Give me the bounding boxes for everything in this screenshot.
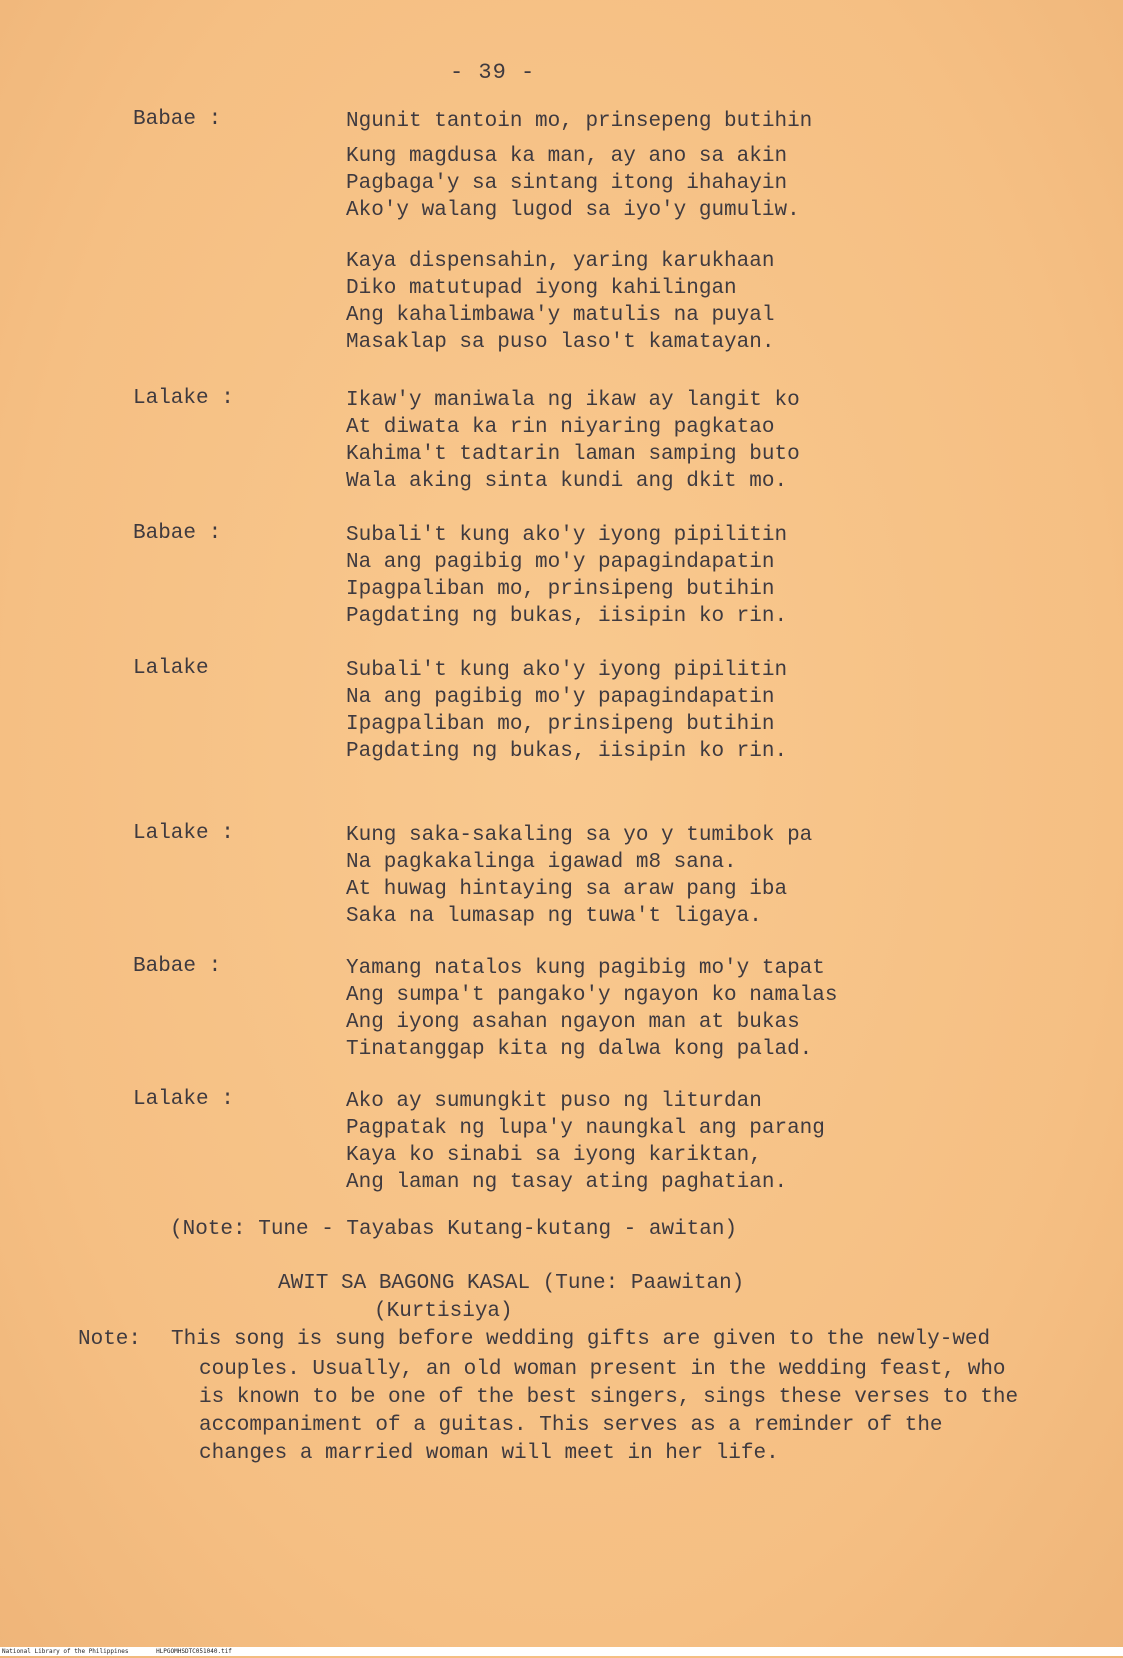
verse-lines <box>346 387 800 495</box>
footer-library: National Library of the Philippines <box>2 1648 129 1655</box>
verse-line: Pagpatak ng lupa'y naungkal ang parang <box>346 1117 825 1140</box>
verse-line: Kahima't tadtarin laman samping buto <box>346 443 800 466</box>
note-line: is known to be one of the best singers, sings these verses to the <box>199 1386 1019 1409</box>
verse-lines <box>346 822 812 930</box>
scan-footer <box>0 1647 1123 1656</box>
verse-gap <box>346 135 812 143</box>
verse-line: Kung saka-sakaling sa yo y tumibok pa <box>346 824 813 847</box>
verse-lines <box>346 955 837 1063</box>
verse-line: Pagdating ng bukas, iisipin ko rin. <box>346 740 788 763</box>
note-line: accompaniment of a guitas. This serves as a reminder of the <box>199 1414 943 1437</box>
verse-line: Tinatanggap kita ng dalwa kong palad. <box>346 1038 813 1061</box>
verse-line: Wala aking sinta kundi ang dkit mo. <box>346 470 788 493</box>
speaker-label: Babae : <box>133 522 222 545</box>
speaker-label: Lalake : <box>133 1088 234 1111</box>
verse-lines <box>346 522 787 630</box>
verse-line: Ang iyong asahan ngayon man at bukas <box>346 1011 800 1034</box>
note-label: Note: <box>78 1328 142 1351</box>
speaker-label: Lalake : <box>133 387 234 410</box>
song-title: AWIT SA BAGONG KASAL (Tune: Paawitan) <box>278 1272 745 1295</box>
verse-line: Ang kahalimbawa'y matulis na puyal <box>346 304 775 327</box>
verse-line: Na pagkakalinga igawad m8 sana. <box>346 851 737 874</box>
song-subtitle: (Kurtisiya) <box>374 1300 513 1323</box>
footer-file-id: HLPGOMHSDTC051040.tif <box>156 1648 232 1655</box>
verse-line: Kaya dispensahin, yaring karukhaan <box>346 250 775 273</box>
verse-line: Ngunit tantoin mo, prinsepeng butihin <box>346 110 813 133</box>
note-first-line: This song is sung before wedding gifts are given to the newly-wed <box>171 1328 991 1351</box>
verse-line: Pagbaga'y sa sintang itong ihahayin <box>346 172 788 195</box>
verse-line: Diko matutupad iyong kahilingan <box>346 277 737 300</box>
verse-line: Kung magdusa ka man, ay ano sa akin <box>346 145 788 168</box>
verse-line: Masaklap sa puso laso't kamatayan. <box>346 331 775 354</box>
note-line: couples. Usually, an old woman present in the wedding feast, who <box>199 1358 1006 1381</box>
verse-lines <box>346 108 812 356</box>
verse-line: Yamang natalos kung pagibig mo'y tapat <box>346 957 825 980</box>
verse-line: Saka na lumasap ng tuwa't ligaya. <box>346 905 762 928</box>
verse-line: Kaya ko sinabi sa iyong kariktan, <box>346 1144 762 1167</box>
speaker-label: Babae : <box>133 108 222 131</box>
verse-line: Subali't kung ako'y iyong pipilitin <box>346 524 788 547</box>
verse-lines <box>346 1088 825 1196</box>
verse-gap <box>346 224 812 248</box>
note-body <box>199 1356 1018 1468</box>
verse-line: Ikaw'y maniwala ng ikaw ay langit ko <box>346 389 800 412</box>
verse-line: Na ang pagibig mo'y papagindapatin <box>346 686 775 709</box>
verse-line: At huwag hintaying sa araw pang iba <box>346 878 788 901</box>
verse-line: At diwata ka rin niyaring pagkatao <box>346 416 775 439</box>
verse-line: Ipagpaliban mo, prinsipeng butihin <box>346 713 775 736</box>
speaker-label: Lalake : <box>133 822 234 845</box>
verse-lines <box>346 657 787 765</box>
verse-line: Na ang pagibig mo'y papagindapatin <box>346 551 775 574</box>
verse-line: Subali't kung ako'y iyong pipilitin <box>346 659 788 682</box>
speaker-label: Babae : <box>133 955 222 978</box>
verse-line: Ang laman ng tasay ating paghatian. <box>346 1171 788 1194</box>
verse-line: Pagdating ng bukas, iisipin ko rin. <box>346 605 788 628</box>
verse-line: Ipagpaliban mo, prinsipeng butihin <box>346 578 775 601</box>
note-line: changes a married woman will meet in her life. <box>199 1442 779 1465</box>
page-number: - 39 - <box>450 60 536 85</box>
verse-line: Ako'y walang lugod sa iyo'y gumuliw. <box>346 199 800 222</box>
speaker-label: Lalake <box>133 657 209 680</box>
verse-line: Ako ay sumungkit puso ng liturdan <box>346 1090 762 1113</box>
tune-note: (Note: Tune - Tayabas Kutang-kutang - awitan) <box>170 1218 738 1241</box>
verse-line: Ang sumpa't pangako'y ngayon ko namalas <box>346 984 838 1007</box>
